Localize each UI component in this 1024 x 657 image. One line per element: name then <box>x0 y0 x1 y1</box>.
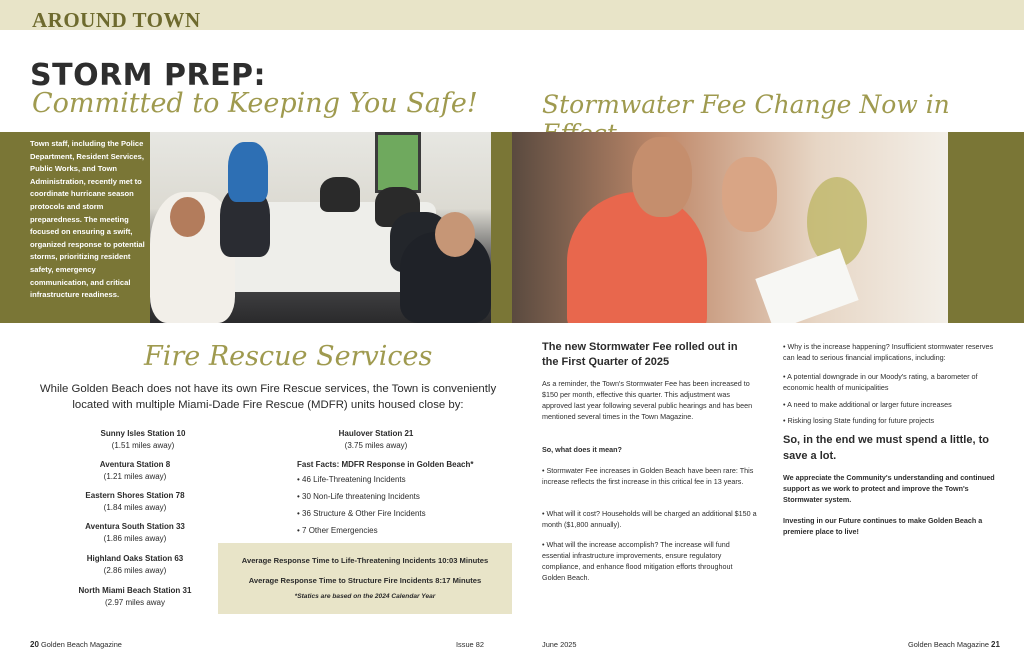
magazine-name-right: Golden Beach Magazine <box>908 640 989 649</box>
bullet-why: • Why is the increase happening? Insufficient stormwater reserves can lead to serious financial implications, including: <box>783 342 994 362</box>
station-item <box>276 428 476 452</box>
response-time-structure-fire: Average Response Time to Structure Fire Incidents 8:17 Minutes <box>248 576 482 585</box>
station-item <box>35 459 235 483</box>
stormwater-intro-paragraph: As a reminder, the Town's Stormwater Fee has been increased to $150 per month, effective this quarter. This adjustment was approved last year following several public hearings and has been mentioned several times in the Town Magazine. <box>542 379 753 421</box>
section-label: AROUND TOWN <box>32 8 201 32</box>
footer-right <box>908 640 1000 649</box>
left-subtitle: Committed to Keeping You Safe! <box>32 88 478 119</box>
fire-rescue-intro: While Golden Beach does not have its own Fire Rescue services, the Town is conveniently located with multiple Miami-Dade Fire Rescue (MDFR) units housed close by: <box>39 383 497 411</box>
fast-fact-item: • 36 Structure & Other Fire Incidents <box>297 509 426 518</box>
station-distance: (3.75 miles away) <box>344 441 408 450</box>
fast-facts-list <box>297 475 426 543</box>
fast-fact-item: • 30 Non-Life threatening Incidents <box>297 492 420 501</box>
appreciation-paragraph: We appreciate the Community's understanding and continued support as we work to protect and improve the Town's Stormwater system. <box>783 473 995 504</box>
bullet-cost: • What will it cost? Households will be charged an additional $150 a month ($1,800 annually). <box>542 509 757 529</box>
bullet-state-funding: • Risking losing State funding for future projects <box>783 416 935 425</box>
response-time-box <box>218 543 512 614</box>
station-item <box>35 521 235 545</box>
magazine-name-left: Golden Beach Magazine <box>40 640 122 649</box>
page-title: STORM PREP: <box>30 58 267 93</box>
couple-reviewing-bill-photo <box>512 132 948 323</box>
station-item <box>35 585 235 609</box>
footer-issue: Issue 82 <box>456 640 484 649</box>
station-name: Aventura South Station 33 <box>85 522 185 531</box>
fire-rescue-heading: Fire Rescue Services <box>144 341 433 372</box>
stormwater-heading: The new Stormwater Fee rolled out in the First Quarter of 2025 <box>542 341 738 368</box>
station-distance: (2.86 miles away) <box>103 566 167 575</box>
bullet-rare-increase: • Stormwater Fee increases in Golden Beach have been rare: This increase reflects the first increase in this critical fee in 13 years. <box>542 466 754 486</box>
station-distance: (1.51 miles away) <box>111 441 175 450</box>
station-distance: (1.84 miles away) <box>103 503 167 512</box>
station-distance: (2.97 miles away <box>104 598 166 607</box>
station-name: Highland Oaks Station 63 <box>86 554 184 563</box>
station-name: Eastern Shores Station 78 <box>85 491 185 500</box>
fast-facts-title: Fast Facts: MDFR Response in Golden Beach* <box>297 460 474 469</box>
photo-caption: Town staff, including the Police Department, Resident Services, Public Works, and Town Administration, recently met to coordinate hurricane season protocols and storm preparedness. The meeting focused on ensuring a swift, organized response to potential storms, prioritizing resident safety, emergency communication, and critical infrastructure readiness. <box>30 139 145 300</box>
fast-fact-item: • 46 Life-Threatening Incidents <box>297 475 406 484</box>
bullet-moodys: • A potential downgrade in our Moody's rating, a barometer of economic health of municipalities <box>783 372 978 392</box>
station-name: Haulover Station 21 <box>338 429 414 438</box>
bullet-future-increases: • A need to make additional or larger future increases <box>783 400 952 409</box>
page-number-right: 21 <box>991 640 1000 649</box>
station-name: Sunny Isles Station 10 <box>100 429 186 438</box>
station-item <box>43 428 243 452</box>
footer-date: June 2025 <box>542 640 577 649</box>
right-subtitle: Stormwater Fee Change Now in <box>542 90 950 119</box>
station-name: Aventura Station 8 <box>99 460 171 469</box>
station-distance: (1.21 miles away) <box>103 472 167 481</box>
page-number-left: 20 <box>30 640 39 649</box>
investing-paragraph: Investing in our Future continues to make Golden Beach a premiere place to live! <box>783 516 983 536</box>
fast-fact-item: • 7 Other Emergencies <box>297 526 378 535</box>
statistics-note: *Statics are based on the 2024 Calendar Year <box>294 593 436 600</box>
station-item <box>35 490 235 514</box>
response-time-life-threatening: Average Response Time to Life-Threatening Incidents 10:03 Minutes <box>241 556 489 565</box>
station-distance: (1.86 miles away) <box>103 534 167 543</box>
footer-left <box>30 640 122 649</box>
bullet-accomplish: • What will the increase accomplish? The increase will fund essential infrastructure improvements, ensure regulatory compliance, and enhance flood mitigation efforts throughout Golden Beach. <box>542 540 733 582</box>
spend-little-save-lot-heading: So, in the end we must spend a little, to save a lot. <box>783 434 989 462</box>
what-does-it-mean-heading: So, what does it mean? <box>542 445 622 454</box>
station-name: North Miami Beach Station 31 <box>78 586 192 595</box>
station-item <box>35 553 235 577</box>
staff-meeting-photo <box>150 132 491 323</box>
